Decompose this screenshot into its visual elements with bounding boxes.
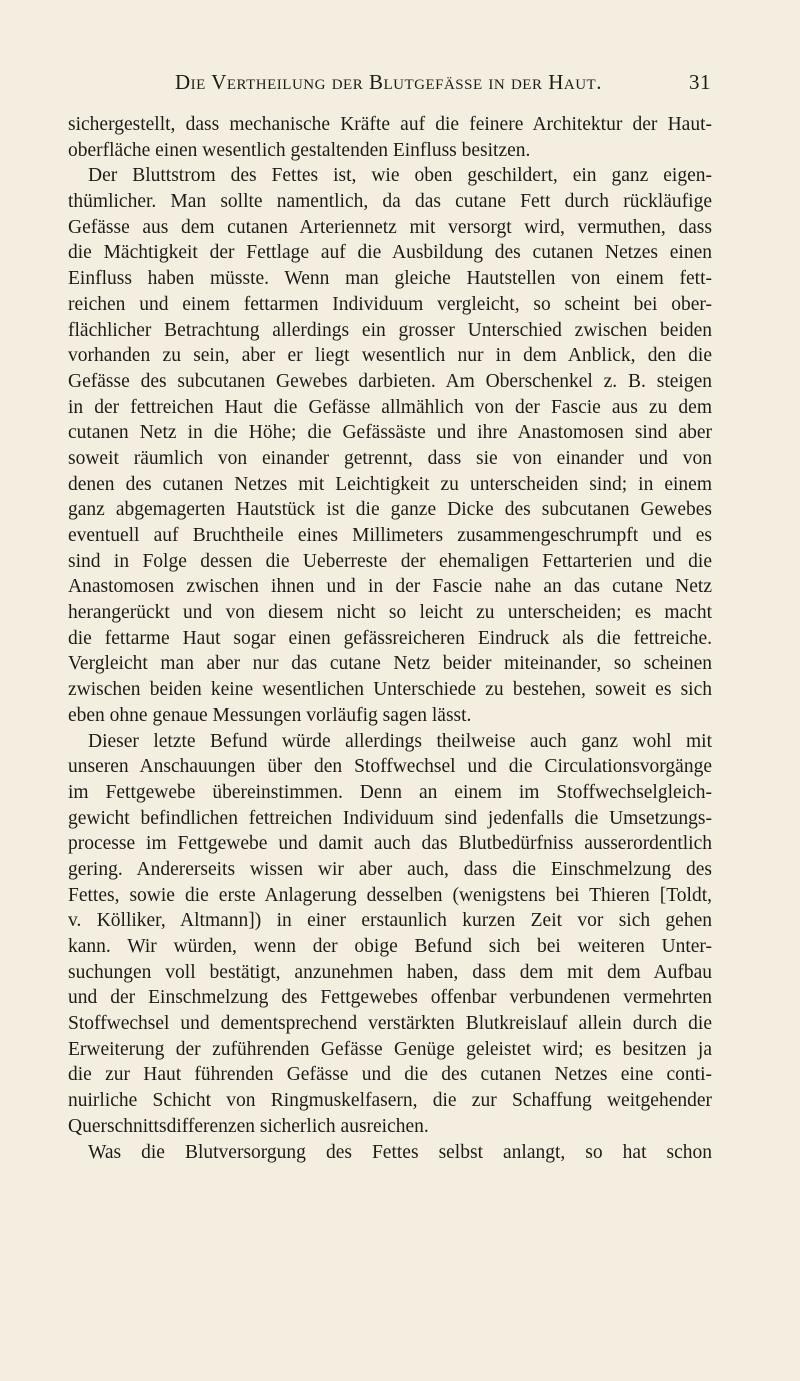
text-line: Dieser letzte Befund würde allerdings theilweise auch ganz wohl mit — [88, 730, 712, 752]
body-text — [68, 112, 712, 1165]
text-line: im Fettgewebe übereinstimmen. Denn an einem im Stoffwechselgleich- — [68, 781, 712, 803]
text-line: gering. Andererseits wissen wir aber auch, dass die Einschmelzung des — [68, 858, 712, 880]
text-line: eventuell auf Bruchtheile eines Millimeters zusammengeschrumpft und es — [68, 525, 712, 546]
text-line: thümlicher. Man sollte namentlich, da das cutane Fett durch rückläufige — [68, 191, 712, 213]
text-line: in der fettreichen Haut die Gefässe allmählich von der Fascie aus zu dem — [68, 396, 712, 418]
text-line: oberfläche einen wesentlich gestaltenden Einfluss besitzen. — [68, 139, 531, 161]
text-line: nuirliche Schicht von Ringmuskelfasern, die zur Schaffung weitgehender — [68, 1090, 712, 1112]
page-number: 31 — [689, 70, 711, 94]
text-line: ganz abgemagerten Hautstück ist die ganze Dicke des subcutanen Gewebes — [68, 499, 712, 521]
text-line: unseren Anschauungen über den Stoffwechsel und die Circulationsvorgänge — [68, 756, 712, 778]
text-line: kann. Wir würden, wenn der obige Befund sich bei weiteren Unter- — [68, 936, 712, 957]
text-line: sind in Folge dessen die Ueberreste der ehemaligen Fettarterien und die — [68, 550, 712, 572]
text-line: Gefässe aus dem cutanen Arteriennetz mit versorgt wird, vermuthen, dass — [68, 216, 712, 238]
text-line: die Mächtigkeit der Fettlage auf die Ausbildung des cutanen Netzes einen — [68, 242, 712, 264]
text-line: sichergestellt, dass mechanische Kräfte auf die feinere Architektur der Haut- — [68, 114, 712, 135]
running-title: Die Vertheilung der Blutgefässe in der Haut. — [175, 70, 602, 94]
text-line: Anastomosen zwischen ihnen und in der Fascie nahe an das cutane Netz — [68, 576, 712, 598]
text-line: reichen und einem fettarmen Individuum vergleicht, so scheint bei ober- — [68, 293, 712, 315]
text-line: zwischen beiden keine wesentlichen Unterschiede zu bestehen, soweit es sich — [68, 679, 712, 701]
text-line: vorhanden zu sein, aber er liegt wesentlich nur in dem Anblick, den die — [68, 345, 712, 367]
text-line: Erweiterung der zuführenden Gefässe Genüge geleistet wird; es besitzen ja — [68, 1038, 712, 1060]
text-line: Der Bluttstrom des Fettes ist, wie oben geschildert, ein ganz eigen- — [88, 165, 712, 187]
text-line: gewicht befindlichen fettreichen Individuum sind jedenfalls die Umsetzungs- — [68, 807, 712, 829]
text-line: die fettarme Haut sogar einen gefässreicheren Eindruck als die fettreiche. — [68, 627, 712, 649]
text-line: soweit räumlich von einander getrennt, dass sie von einander und von — [68, 447, 712, 469]
text-line: eben ohne genaue Messungen vorläufig sagen lässt. — [68, 704, 472, 726]
text-line: und der Einschmelzung des Fettgewebes offenbar verbundenen vermehrten — [68, 987, 712, 1009]
text-line: Einfluss haben müsste. Wenn man gleiche Hautstellen von einem fett- — [68, 268, 712, 290]
text-line: flächlicher Betrachtung allerdings ein grosser Unterschied zwischen beiden — [68, 319, 712, 341]
text-line: Vergleicht man aber nur das cutane Netz beider miteinander, so scheinen — [68, 653, 712, 675]
text-line: herangerückt und von diesem nicht so leicht zu unterscheiden; es macht — [68, 602, 712, 624]
text-line: processe im Fettgewebe und damit auch das Blutbedürfniss ausserordentlich — [68, 833, 712, 855]
text-line: denen des cutanen Netzes mit Leichtigkeit zu unterscheiden sind; in einem — [68, 473, 712, 495]
text-line: cutanen Netz in die Höhe; die Gefässäste und ihre Anastomosen sind aber — [68, 422, 712, 444]
text-line: Querschnittsdifferenzen sicherlich ausreichen. — [68, 1115, 429, 1137]
text-line: Stoffwechsel und dementsprechend verstärkten Blutkreislauf allein durch die — [68, 1013, 712, 1035]
text-line: suchungen voll bestätigt, anzunehmen haben, dass dem mit dem Aufbau — [68, 961, 712, 983]
text-line: die zur Haut führenden Gefässe und die des cutanen Netzes eine conti- — [68, 1064, 712, 1086]
text-line: Gefässe des subcutanen Gewebes darbieten. Am Oberschenkel z. B. steigen — [68, 370, 712, 392]
running-head — [66, 62, 711, 102]
text-line: Fettes, sowie die erste Anlagerung desselben (wenigstens bei Thieren [Toldt, — [68, 884, 712, 906]
text-line: v. Kölliker, Altmann]) in einer erstaunlich kurzen Zeit vor sich gehen — [68, 910, 712, 932]
text-line: Was die Blutversorgung des Fettes selbst anlangt, so hat schon — [88, 1141, 712, 1163]
